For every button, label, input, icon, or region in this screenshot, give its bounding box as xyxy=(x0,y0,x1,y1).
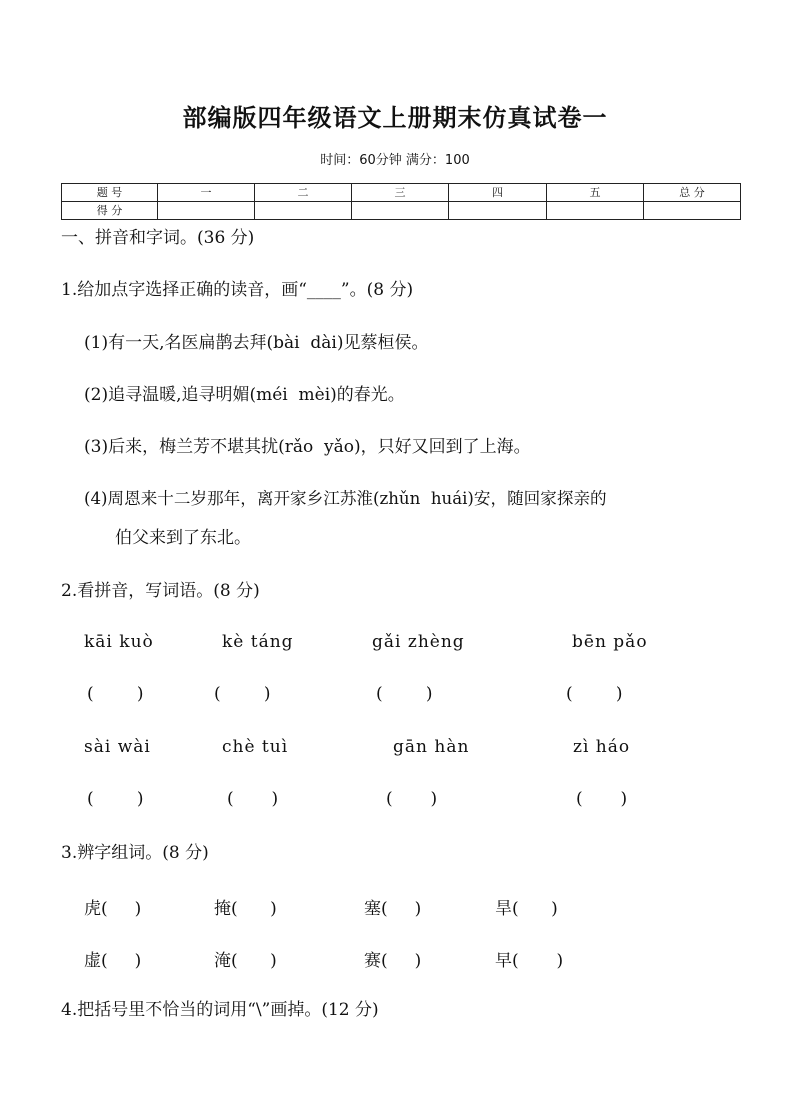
pinyin-prompt: chè tuì xyxy=(222,737,289,757)
pinyin-prompt: zì háo xyxy=(573,737,631,757)
score-header-cell: 总 分 xyxy=(644,184,741,202)
pinyin-prompt: sài wài xyxy=(84,737,151,757)
score-cell xyxy=(255,202,352,220)
question-3-heading: 3.辨字组词。(8 分) xyxy=(61,843,209,863)
score-header-cell: 二 xyxy=(255,184,352,202)
score-header-cell: 题 号 xyxy=(62,184,158,202)
answer-blank[interactable]: ( ) xyxy=(214,684,271,704)
pinyin-prompt: gān hàn xyxy=(393,737,470,757)
pinyin-prompt: kè táng xyxy=(222,632,294,652)
word-group-item[interactable]: 虎( ) xyxy=(84,899,142,919)
score-table-header-row xyxy=(62,184,741,202)
score-cell xyxy=(644,202,741,220)
pinyin-prompt: bēn pǎo xyxy=(572,632,648,652)
answer-blank[interactable]: ( ) xyxy=(386,789,438,809)
question-1-heading: 1.给加点字选择正确的读音，画“____”。(8 分) xyxy=(61,280,414,300)
answer-blank[interactable]: ( ) xyxy=(576,789,628,809)
pinyin-prompt: gǎi zhèng xyxy=(372,632,465,652)
question-1-item: (3)后来，梅兰芳不堪其扰(rǎo yǎo)，只好又回到了上海。 xyxy=(84,437,531,457)
score-header-cell: 四 xyxy=(449,184,547,202)
answer-blank[interactable]: ( ) xyxy=(87,684,144,704)
character-prompt: 掩( xyxy=(214,899,238,919)
score-header-cell: 一 xyxy=(158,184,255,202)
score-table-score-row xyxy=(62,202,741,220)
character-prompt: 早( xyxy=(495,951,519,971)
word-group-item[interactable]: 早( ) xyxy=(495,951,564,971)
character-prompt: 旱( xyxy=(495,899,519,919)
pinyin-prompt: kāi kuò xyxy=(84,632,154,652)
exam-info: 时间：60分钟 满分：100 xyxy=(320,153,470,168)
question-2-heading: 2.看拼音，写词语。(8 分) xyxy=(61,581,260,601)
character-prompt: 赛( xyxy=(364,951,388,971)
score-header-cell: 五 xyxy=(547,184,644,202)
question-1-item: (2)追寻温暖,追寻明媚(méi mèi)的春光。 xyxy=(84,385,405,405)
word-group-item[interactable]: 塞( ) xyxy=(364,899,422,919)
page-title: 部编版四年级语文上册期末仿真试卷一 xyxy=(182,104,608,132)
word-group-item[interactable]: 旱( ) xyxy=(495,899,558,919)
word-group-item[interactable]: 淹( ) xyxy=(214,951,277,971)
word-group-item[interactable]: 掩( ) xyxy=(214,899,277,919)
answer-blank[interactable]: ( ) xyxy=(376,684,433,704)
score-cell xyxy=(547,202,644,220)
character-prompt: 塞( xyxy=(364,899,388,919)
word-group-item[interactable]: 赛( ) xyxy=(364,951,422,971)
answer-blank[interactable]: ( ) xyxy=(566,684,623,704)
section-heading: 一、拼音和字词。(36 分) xyxy=(61,228,255,248)
score-cell xyxy=(352,202,449,220)
character-prompt: 虎( xyxy=(84,899,108,919)
character-prompt: 淹( xyxy=(214,951,238,971)
question-1-item-continuation: 伯父来到了东北。 xyxy=(115,528,251,548)
word-group-item[interactable]: 虚( ) xyxy=(84,951,142,971)
score-cell xyxy=(449,202,547,220)
score-cell xyxy=(158,202,255,220)
score-header-cell: 三 xyxy=(352,184,449,202)
score-table xyxy=(61,183,741,220)
score-row-label: 得 分 xyxy=(62,202,158,220)
answer-blank[interactable]: ( ) xyxy=(87,789,144,809)
question-4-heading: 4.把括号里不恰当的词用“\”画掉。(12 分) xyxy=(61,1000,379,1020)
answer-blank[interactable]: ( ) xyxy=(227,789,279,809)
character-prompt: 虚( xyxy=(84,951,108,971)
question-1-item: (4)周恩来十二岁那年，离开家乡江苏淮(zhǔn huái)安，随回家探亲的 xyxy=(84,489,607,508)
question-1-item: (1)有一天,名医扁鹊去拜(bài dài)见蔡桓侯。 xyxy=(84,333,429,353)
